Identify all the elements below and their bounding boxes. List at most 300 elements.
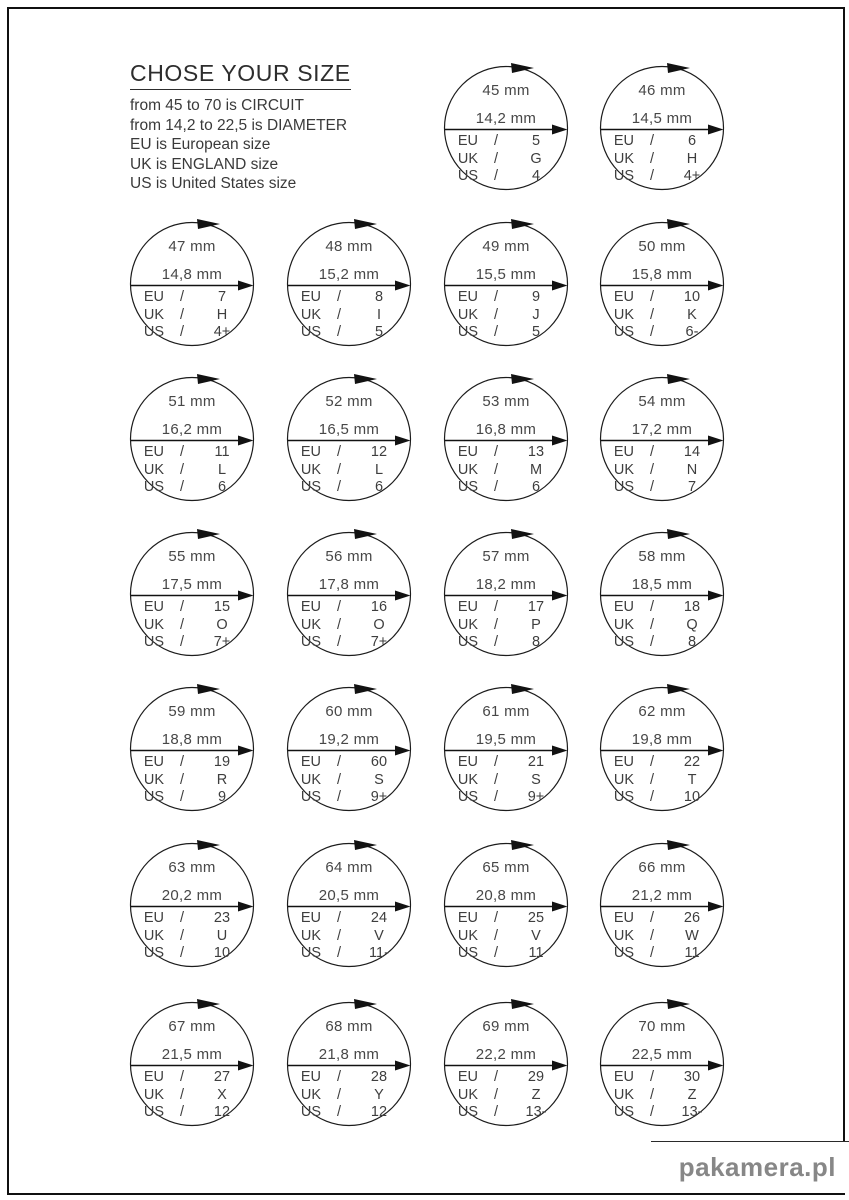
eu-separator: / — [336, 754, 342, 770]
us-size-value: 13- — [525, 1104, 547, 1120]
eu-separator: / — [336, 1069, 342, 1085]
circumference-value: 45 mm — [482, 82, 530, 99]
eu-separator: / — [179, 289, 185, 305]
uk-size-value: Y — [374, 1086, 384, 1103]
eu-label: EU — [300, 444, 321, 460]
diameter-value: 16,8 mm — [475, 421, 537, 438]
subtitle-circuit-range: from 45 to 70 is CIRCUIT — [130, 97, 304, 114]
uk-size-row — [291, 462, 407, 480]
ring-size-circle — [597, 219, 727, 349]
eu-size-value: 15 — [213, 599, 231, 615]
eu-separator: / — [336, 910, 342, 926]
ring-size-circle — [597, 529, 727, 659]
eu-size-value: 9 — [531, 289, 541, 305]
us-separator: / — [179, 479, 185, 495]
ring-size-circle — [441, 684, 571, 814]
size-conversions — [448, 444, 564, 497]
circumference-value: 57 mm — [482, 548, 530, 565]
diameter-value: 21,8 mm — [318, 1046, 380, 1063]
uk-size-row — [134, 772, 250, 790]
eu-separator: / — [493, 289, 499, 305]
eu-size-row — [134, 1069, 250, 1087]
uk-size-value: Z — [531, 1086, 541, 1103]
circumference-value: 47 mm — [168, 238, 216, 255]
eu-separator: / — [493, 754, 499, 770]
uk-size-value: X — [217, 1086, 227, 1103]
us-size-value: 11- — [369, 945, 389, 961]
uk-label: UK — [457, 616, 478, 633]
eu-separator: / — [336, 289, 342, 305]
uk-size-value: L — [374, 461, 384, 478]
us-size-value: 11 — [528, 945, 544, 961]
eu-label: EU — [457, 1069, 478, 1085]
circumference-value: 70 mm — [638, 1018, 686, 1035]
us-label: US — [613, 945, 634, 961]
eu-separator: / — [336, 444, 342, 460]
circumference-value: 66 mm — [638, 859, 686, 876]
us-size-value: 5 — [374, 324, 384, 340]
ring-size-circle — [284, 840, 414, 970]
watermark-box — [651, 1141, 849, 1193]
us-separator: / — [493, 945, 499, 961]
uk-separator: / — [493, 461, 499, 478]
eu-size-row — [134, 910, 250, 928]
size-conversions — [134, 289, 250, 342]
diameter-value: 22,2 mm — [475, 1046, 537, 1063]
ring-size-circle — [127, 374, 257, 504]
eu-separator: / — [493, 910, 499, 926]
ring-size-circle — [284, 374, 414, 504]
us-separator: / — [336, 479, 342, 495]
uk-label: UK — [613, 771, 634, 788]
diameter-value: 14,2 mm — [475, 110, 537, 127]
ring-size-circle — [441, 529, 571, 659]
uk-size-value: M — [529, 461, 543, 478]
us-label: US — [457, 945, 478, 961]
size-conversions — [448, 289, 564, 342]
us-separator: / — [649, 789, 655, 805]
eu-size-row — [604, 289, 720, 307]
uk-size-value: I — [376, 306, 382, 323]
us-label: US — [143, 324, 164, 340]
uk-label: UK — [143, 771, 164, 788]
size-conversions — [604, 133, 720, 186]
us-separator: / — [493, 1104, 499, 1120]
eu-label: EU — [613, 1069, 634, 1085]
us-size-row — [604, 479, 720, 497]
uk-label: UK — [143, 1086, 164, 1103]
uk-separator: / — [179, 771, 185, 788]
us-size-value: 10 — [213, 945, 231, 961]
us-separator: / — [336, 1104, 342, 1120]
us-size-row — [448, 1104, 564, 1122]
circumference-value: 51 mm — [168, 393, 216, 410]
ring-size-circle — [597, 63, 727, 193]
us-size-row — [448, 945, 564, 963]
uk-size-value: H — [686, 150, 698, 167]
us-size-value: 8 — [687, 634, 697, 650]
eu-label: EU — [613, 133, 634, 149]
eu-size-row — [134, 599, 250, 617]
us-size-row — [291, 1104, 407, 1122]
eu-separator: / — [493, 444, 499, 460]
ring-size-circle — [284, 684, 414, 814]
uk-label: UK — [457, 1086, 478, 1103]
eu-size-row — [134, 444, 250, 462]
eu-label: EU — [143, 910, 164, 926]
size-conversions — [291, 754, 407, 807]
uk-separator: / — [336, 616, 342, 633]
eu-size-value: 16 — [370, 599, 388, 615]
diameter-value: 15,2 mm — [318, 266, 380, 283]
us-size-row — [291, 479, 407, 497]
uk-size-value: W — [685, 927, 699, 944]
us-size-row — [604, 1104, 720, 1122]
us-separator: / — [649, 168, 655, 184]
uk-separator: / — [336, 927, 342, 944]
diameter-value: 15,8 mm — [631, 266, 693, 283]
us-size-value: 7+ — [213, 634, 231, 650]
us-size-value: 7+ — [370, 634, 388, 650]
circumference-value: 48 mm — [325, 238, 373, 255]
eu-label: EU — [143, 1069, 164, 1085]
us-size-row — [604, 634, 720, 652]
size-conversions — [604, 910, 720, 963]
uk-size-value: Z — [687, 1086, 697, 1103]
uk-separator: / — [336, 306, 342, 323]
us-label: US — [613, 1104, 634, 1120]
circumference-value: 53 mm — [482, 393, 530, 410]
size-conversions — [448, 1069, 564, 1122]
uk-size-row — [604, 462, 720, 480]
ring-size-circle — [284, 999, 414, 1129]
eu-separator: / — [649, 1069, 655, 1085]
uk-separator: / — [179, 927, 185, 944]
eu-size-value: 25 — [527, 910, 545, 926]
eu-size-row — [604, 599, 720, 617]
uk-separator: / — [336, 1086, 342, 1103]
diameter-value: 20,2 mm — [161, 887, 223, 904]
subtitle-diameter-range: from 14,2 to 22,5 is DIAMETER — [130, 116, 348, 134]
ring-size-circle — [127, 219, 257, 349]
us-size-value: 5 — [531, 324, 541, 340]
us-label: US — [300, 479, 321, 495]
eu-label: EU — [613, 599, 634, 615]
circumference-value: 49 mm — [482, 238, 530, 255]
us-separator: / — [649, 324, 655, 340]
diameter-value: 19,8 mm — [631, 731, 693, 748]
us-label: US — [457, 324, 478, 340]
size-conversions — [604, 444, 720, 497]
us-size-row — [448, 634, 564, 652]
eu-label: EU — [300, 1069, 321, 1085]
us-size-value: 4 — [531, 168, 541, 184]
eu-size-row — [291, 754, 407, 772]
eu-size-row — [291, 910, 407, 928]
us-separator: / — [493, 479, 499, 495]
size-conversions — [604, 1069, 720, 1122]
ring-size-circle — [127, 529, 257, 659]
us-label: US — [300, 324, 321, 340]
ring-size-circle — [441, 219, 571, 349]
eu-label: EU — [613, 754, 634, 770]
uk-size-row — [291, 772, 407, 790]
us-size-value: 9+ — [527, 789, 545, 805]
circumference-value: 60 mm — [325, 703, 373, 720]
size-conversions — [134, 754, 250, 807]
ring-size-circle — [441, 374, 571, 504]
eu-size-row — [604, 754, 720, 772]
us-size-value: 9+ — [370, 789, 388, 805]
us-separator: / — [649, 634, 655, 650]
eu-separator: / — [649, 289, 655, 305]
us-size-value: 12 — [370, 1104, 388, 1120]
uk-size-row — [134, 462, 250, 480]
eu-label: EU — [300, 910, 321, 926]
ring-size-circle — [597, 840, 727, 970]
circumference-value: 58 mm — [638, 548, 686, 565]
us-size-row — [134, 945, 250, 963]
uk-separator: / — [649, 306, 655, 323]
size-conversions — [448, 910, 564, 963]
us-separator: / — [649, 1104, 655, 1120]
eu-size-value: 13 — [527, 444, 545, 460]
eu-separator: / — [493, 133, 499, 149]
diameter-value: 21,2 mm — [631, 887, 693, 904]
us-separator: / — [336, 324, 342, 340]
eu-size-row — [448, 599, 564, 617]
uk-size-row — [448, 462, 564, 480]
uk-size-value: R — [216, 771, 228, 788]
size-conversions — [291, 444, 407, 497]
circumference-value: 62 mm — [638, 703, 686, 720]
us-separator: / — [179, 324, 185, 340]
us-separator: / — [493, 324, 499, 340]
us-size-value: 9 — [217, 789, 227, 805]
circumference-value: 59 mm — [168, 703, 216, 720]
uk-separator: / — [493, 150, 499, 167]
size-conversions — [291, 289, 407, 342]
uk-size-value: O — [373, 616, 385, 633]
eu-size-value: 26 — [683, 910, 701, 926]
us-separator: / — [649, 479, 655, 495]
us-separator: / — [493, 789, 499, 805]
uk-size-row — [291, 307, 407, 325]
uk-size-row — [604, 1087, 720, 1105]
uk-size-value: Q — [686, 616, 698, 633]
us-size-value: 6- — [685, 324, 699, 340]
eu-label: EU — [300, 599, 321, 615]
eu-size-value: 17 — [527, 599, 545, 615]
eu-size-row — [134, 754, 250, 772]
us-size-row — [604, 324, 720, 342]
us-separator: / — [336, 945, 342, 961]
diameter-value: 22,5 mm — [631, 1046, 693, 1063]
diameter-value: 19,2 mm — [318, 731, 380, 748]
eu-size-row — [448, 910, 564, 928]
eu-size-row — [291, 289, 407, 307]
uk-size-row — [134, 617, 250, 635]
size-conversions — [604, 599, 720, 652]
uk-label: UK — [143, 616, 164, 633]
uk-label: UK — [613, 927, 634, 944]
subtitle-uk-legend: UK is ENGLAND size — [130, 155, 279, 173]
watermark-logo: pakamera.pl — [678, 1152, 836, 1182]
us-separator: / — [336, 634, 342, 650]
uk-size-value: L — [217, 461, 227, 478]
eu-size-row — [604, 1069, 720, 1087]
uk-size-row — [448, 1087, 564, 1105]
eu-label: EU — [457, 910, 478, 926]
us-label: US — [300, 634, 321, 650]
eu-label: EU — [300, 289, 321, 305]
eu-separator: / — [179, 754, 185, 770]
eu-size-row — [604, 444, 720, 462]
eu-size-value: 8 — [374, 289, 384, 305]
uk-size-row — [448, 307, 564, 325]
circumference-value: 55 mm — [168, 548, 216, 565]
eu-label: EU — [613, 910, 634, 926]
us-size-value: 6 — [217, 479, 227, 495]
eu-separator: / — [493, 1069, 499, 1085]
uk-label: UK — [143, 306, 164, 323]
uk-size-row — [604, 928, 720, 946]
uk-separator: / — [649, 461, 655, 478]
uk-size-value: H — [216, 306, 228, 323]
uk-size-value: T — [687, 771, 697, 788]
us-size-value: 8 — [531, 634, 541, 650]
diameter-value: 15,5 mm — [475, 266, 537, 283]
uk-size-row — [604, 307, 720, 325]
eu-size-value: 11 — [214, 444, 230, 460]
diameter-value: 20,8 mm — [475, 887, 537, 904]
uk-label: UK — [300, 461, 321, 478]
us-label: US — [457, 168, 478, 184]
us-size-value: 4+ — [213, 324, 231, 340]
uk-size-row — [291, 1087, 407, 1105]
us-separator: / — [179, 789, 185, 805]
us-label: US — [613, 324, 634, 340]
eu-size-value: 28 — [370, 1069, 388, 1085]
us-label: US — [143, 479, 164, 495]
eu-separator: / — [179, 1069, 185, 1085]
uk-separator: / — [649, 616, 655, 633]
uk-separator: / — [493, 771, 499, 788]
uk-size-row — [291, 617, 407, 635]
us-size-value: 6 — [531, 479, 541, 495]
size-conversions — [604, 754, 720, 807]
diameter-value: 18,2 mm — [475, 576, 537, 593]
eu-size-row — [291, 599, 407, 617]
ring-size-circle — [441, 999, 571, 1129]
eu-size-value: 27 — [213, 1069, 231, 1085]
uk-size-value: O — [216, 616, 228, 633]
ring-size-circle — [127, 999, 257, 1129]
us-size-value: 6 — [374, 479, 384, 495]
uk-separator: / — [179, 306, 185, 323]
uk-label: UK — [457, 461, 478, 478]
diameter-value: 17,2 mm — [631, 421, 693, 438]
subtitle-us-legend: US is United States size — [130, 175, 297, 192]
uk-label: UK — [143, 461, 164, 478]
us-label: US — [143, 634, 164, 650]
uk-size-value: V — [374, 927, 384, 944]
circumference-value: 52 mm — [325, 393, 373, 410]
us-size-value: 4+ — [683, 168, 701, 184]
uk-size-value: S — [374, 771, 384, 788]
eu-size-row — [134, 289, 250, 307]
eu-size-value: 18 — [683, 599, 701, 615]
uk-separator: / — [179, 616, 185, 633]
uk-label: UK — [613, 1086, 634, 1103]
uk-size-row — [604, 772, 720, 790]
diameter-value: 14,8 mm — [161, 266, 223, 283]
uk-label: UK — [300, 771, 321, 788]
us-separator: / — [179, 634, 185, 650]
us-size-row — [448, 479, 564, 497]
ring-size-circle — [127, 840, 257, 970]
eu-label: EU — [457, 289, 478, 305]
eu-size-value: 24 — [370, 910, 388, 926]
diameter-value: 19,5 mm — [475, 731, 537, 748]
us-size-row — [134, 324, 250, 342]
size-conversions — [448, 599, 564, 652]
us-size-value: 11 — [684, 945, 700, 961]
diameter-value: 14,5 mm — [631, 110, 693, 127]
circumference-value: 54 mm — [638, 393, 686, 410]
us-size-row — [134, 634, 250, 652]
uk-label: UK — [457, 306, 478, 323]
uk-size-row — [448, 617, 564, 635]
diameter-value: 18,8 mm — [161, 731, 223, 748]
uk-label: UK — [613, 461, 634, 478]
page-title: CHOSE YOUR SIZE — [130, 60, 351, 90]
us-separator: / — [493, 168, 499, 184]
us-size-row — [604, 945, 720, 963]
uk-label: UK — [300, 927, 321, 944]
eu-size-row — [448, 133, 564, 151]
ring-size-circle — [284, 529, 414, 659]
eu-size-value: 12 — [370, 444, 388, 460]
uk-label: UK — [457, 771, 478, 788]
uk-separator: / — [649, 1086, 655, 1103]
circumference-value: 46 mm — [638, 82, 686, 99]
uk-size-row — [134, 307, 250, 325]
us-size-row — [134, 479, 250, 497]
uk-size-row — [604, 151, 720, 169]
diameter-value: 18,5 mm — [631, 576, 693, 593]
uk-label: UK — [300, 306, 321, 323]
eu-size-row — [448, 1069, 564, 1087]
us-label: US — [613, 168, 634, 184]
uk-size-value: U — [216, 927, 228, 944]
ring-size-circle — [441, 63, 571, 193]
diameter-value: 17,5 mm — [161, 576, 223, 593]
size-conversions — [291, 599, 407, 652]
us-size-value: 12 — [213, 1104, 231, 1120]
eu-size-value: 23 — [213, 910, 231, 926]
size-conversions — [448, 754, 564, 807]
eu-size-value: 14 — [683, 444, 701, 460]
us-size-row — [291, 634, 407, 652]
size-conversions — [134, 599, 250, 652]
eu-size-row — [291, 444, 407, 462]
uk-label: UK — [457, 150, 478, 167]
us-label: US — [143, 945, 164, 961]
circumference-value: 63 mm — [168, 859, 216, 876]
us-label: US — [457, 789, 478, 805]
us-size-row — [291, 945, 407, 963]
